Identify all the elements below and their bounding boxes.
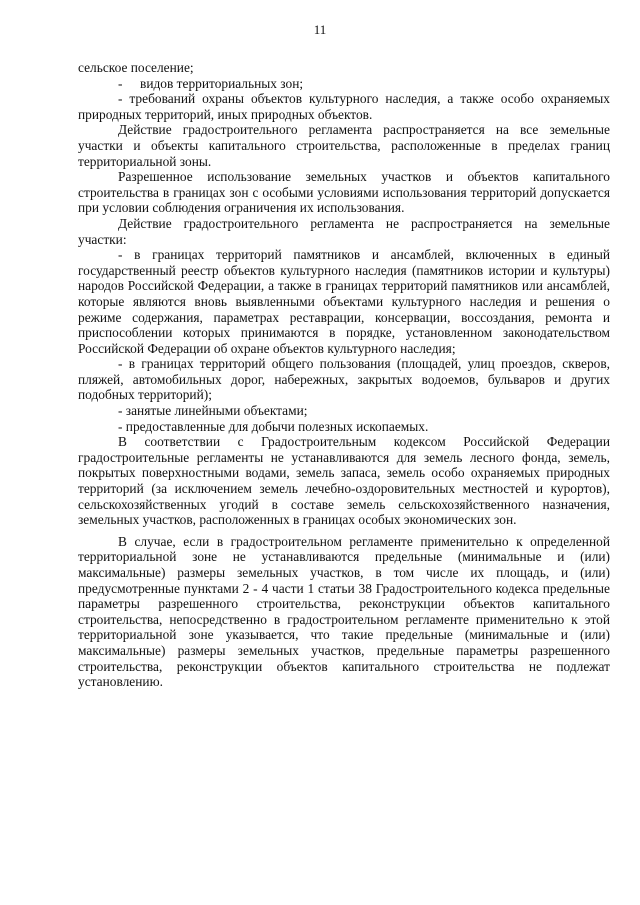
- list-item: - в границах территорий памятников и ансамблей, включенных в единый государственный реестр объектов культурного наследия (памятников истории и культуры) народов Российской Федерации, а также в границах территорий памятников или ансамблей, которые являются вновь выявленными объектами культурного наследия и решения о режиме содержания, параметрах реставрации, консервации, воссоздания, ремонта и приспособлении которых принимаются в порядке, установленном законодательством Российской Федерации об охране объектов культурного наследия;: [78, 247, 610, 356]
- paragraph: Действие градостроительного регламента распространяется на все земельные участки и объекты капитального строительства, расположенные в пределах границ территориальной зоны.: [78, 122, 610, 169]
- paragraph: сельское поселение;: [78, 60, 194, 75]
- list-item: - в границах территорий общего пользования (площадей, улиц проездов, скверов, пляжей, автомобильных дорог, набережных, закрытых водоемов, бульваров и других подобных территорий);: [78, 356, 610, 403]
- dash-marker: -: [118, 75, 123, 91]
- paragraph: Действие градостроительного регламента не распространяется на земельные участки:: [78, 215, 610, 247]
- document-body: [78, 60, 610, 690]
- paragraph: Разрешенное использование земельных участков и объектов капитального строительства в границах зон с особыми условиями использования территорий допускается при условии соблюдения ограничения их использования.: [78, 169, 610, 216]
- bullet-item: [78, 76, 610, 92]
- paragraph: В случае, если в градостроительном регламенте применительно к определенной территориальной зоне не устанавливаются предельные (минимальные и (или) максимальные) размеры земельных участков, в том числе их площадь, и (или) предусмотренные пунктами 2 - 4 части 1 статьи 38 Градостроительного кодекса предельные параметры разрешенного строительства, реконструкции объектов капитального строительства, непосредственно в градостроительном регламенте применительно к этой территориальной зоне указывается, что такие предельные (минимальные и (или) максимальные) размеры земельных участков, предельные параметры разрешенного строительства, реконструкции объектов капитального строительства не подлежат установлению.: [78, 533, 610, 690]
- page-number: 11: [313, 22, 327, 37]
- paragraph: В соответствии с Градостроительным кодексом Российской Федерации градостроительные регламенты не устанавливаются для земель лесного фонда, земель, покрытых поверхностными водами, земель запаса, земель особо охраняемых природных территорий (за исключением земель лечебно-оздоровительных местностей и курортов), сельскохозяйственных угодий в составе земель сельскохозяйственного назначения, земельных участков, расположенных в границах особых экономических зон.: [78, 434, 610, 528]
- list-item: - предоставленные для добычи полезных ископаемых.: [118, 418, 429, 434]
- bullet-item: - требований охраны объектов культурного наследия, а также особо охраняемых природных территорий, иных природных объектов.: [78, 91, 610, 122]
- bullet-text: видов территориальных зон;: [140, 75, 304, 91]
- list-item: - занятые линейными объектами;: [118, 403, 308, 419]
